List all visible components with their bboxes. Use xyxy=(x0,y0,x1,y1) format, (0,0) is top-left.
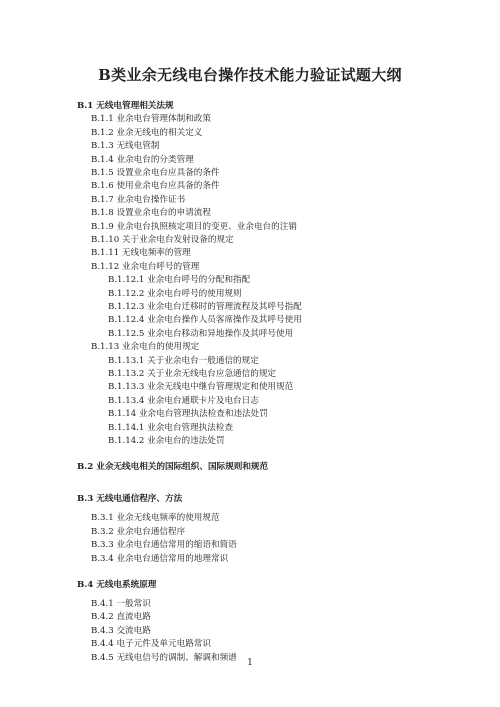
section-heading: B.2 业余无线电相关的国际组织、国际规则和规范 xyxy=(77,462,269,472)
page-title: B类业余无线电台操作技术能力验证试题大纲 xyxy=(98,66,402,84)
outline-item: B.1.14.1 业余电台管理执法检查 xyxy=(108,422,234,433)
outline-item: B.3.3 业余电台通信常用的缩语和简语 xyxy=(91,540,237,551)
outline-item: B.3.2 业余电台通信程序 xyxy=(91,526,186,537)
outline-item: B.4.5 无线电信号的调制、解调和频谱 xyxy=(91,652,237,663)
outline-item: B.1.4 业余电台的分类管理 xyxy=(91,154,194,165)
outline-item: B.1.1 业余电台管理体制和政策 xyxy=(91,114,211,125)
outline-item: B.4.1 一般常识 xyxy=(91,599,151,609)
outline-item: B.1.13.2 关于业余无线电台应急通信的规定 xyxy=(108,369,277,379)
outline-item: B.1.12.2 业余电台呼号的使用规则 xyxy=(108,288,242,299)
section-heading: B.4 无线电系统原理 xyxy=(77,579,157,590)
section-heading: B.1 无线电管理相关法规 xyxy=(77,101,174,111)
outline-item: B.3.4 业余电台通信常用的地理常识 xyxy=(91,553,229,564)
outline-item: B.1.13.1 关于业余电台一般通信的规定 xyxy=(108,355,259,366)
outline-item: B.1.9 业余电台执照核定项目的变更、业余电台的注销 xyxy=(91,221,297,232)
outline-item: B.3.1 业余无线电频率的使用规范 xyxy=(91,513,220,524)
outline-item: B.1.2 业余无线电的相关定义 xyxy=(91,127,203,138)
outline-item: B.1.12.5 业余电台移动和异地操作及其呼号使用 xyxy=(108,328,294,339)
outline-item: B.4.2 直流电路 xyxy=(91,612,151,623)
outline-item: B.4.4 电子元件及单元电路常识 xyxy=(91,639,211,650)
outline-item: B.1.13.3 业余无线电中继台管理规定和使用规范 xyxy=(108,382,294,393)
section-heading: B.3 无线电通信程序、方法 xyxy=(77,494,183,504)
outline-item: B.1.12.3 业余电台迁移时的管理流程及其呼号指配 xyxy=(108,302,302,312)
outline-item: B.1.14.2 业余电台的违法处罚 xyxy=(108,436,225,446)
outline-item: B.1.11 无线电频率的管理 xyxy=(91,248,191,259)
outline-item: B.1.13 业余电台的使用规定 xyxy=(91,342,200,353)
outline-item: B.1.12.4 业余电台操作人员客席操作及其呼号使用 xyxy=(108,315,302,326)
outline-item: B.1.12.1 业余电台呼号的分配和指配 xyxy=(108,275,251,286)
outline-item: B.1.8 设置业余电台的申请流程 xyxy=(91,208,211,219)
outline-item: B.1.13.4 业余电台通联卡片及电台日志 xyxy=(108,395,259,406)
page-number: 1 xyxy=(247,658,253,668)
outline-item: B.1.14 业余电台管理执法检查和违法处罚 xyxy=(108,409,268,420)
outline-item: B.1.7 业余电台操作证书 xyxy=(91,194,186,205)
outline-item: B.1.3 无线电管制 xyxy=(91,141,160,152)
outline-item: B.1.10 关于业余电台发射设备的规定 xyxy=(91,235,234,245)
outline-item: B.1.5 设置业余电台应具备的条件 xyxy=(91,168,220,178)
outline-item: B.1.12 业余电台呼号的管理 xyxy=(91,261,200,272)
outline-item: B.4.3 交流电路 xyxy=(91,625,151,636)
outline-item: B.1.6 使用业余电台应具备的条件 xyxy=(91,181,220,192)
